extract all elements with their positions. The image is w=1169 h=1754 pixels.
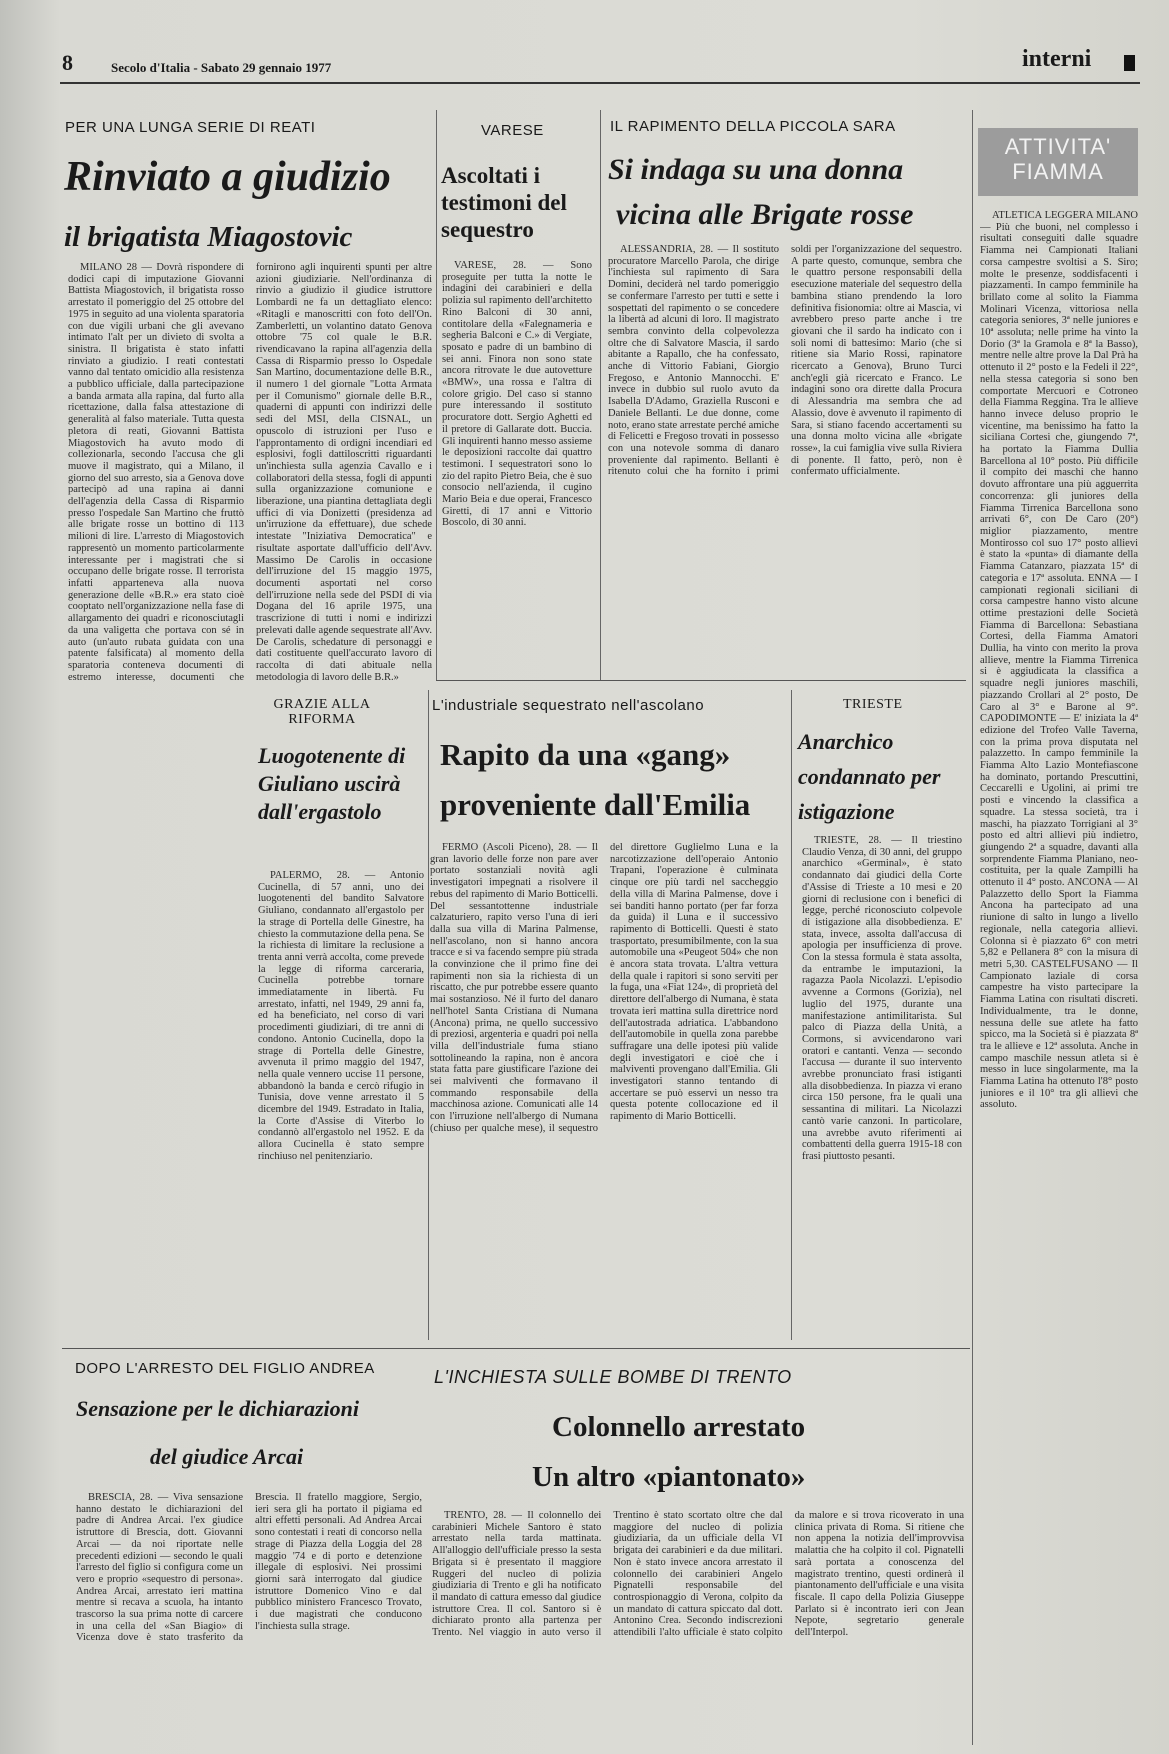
sara-kicker: IL RAPIMENTO DELLA PICCOLA SARA [610, 118, 896, 135]
rapito-kicker: L'industriale sequestrato nell'ascolano [432, 697, 705, 714]
row-rule [436, 680, 966, 681]
trento-body [432, 1510, 964, 1742]
trieste-kicker: TRIESTE [843, 697, 903, 712]
column-divider [428, 690, 429, 1340]
varese-title: Ascoltati i testimoni del sequestro [441, 163, 567, 242]
row-rule [62, 1348, 970, 1349]
trento-kicker: L'INCHIESTA SULLE BOMBE DI TRENTO [434, 1367, 792, 1387]
brigatista-title-line2: il brigatista Miagostovic [64, 221, 353, 253]
rapito-body [430, 842, 778, 1340]
rapito-title-line1: Rapito da una «gang» [440, 737, 731, 772]
varese-text: VARESE, 28. — Sono proseguite per tutta la notte le indagini dei carabinieri e della polizia sul rapimento dell'architetto Rino Balconi di 30 anni, contitolare della «Falegnameria e segheria Balconi e C.» di Vergiate, sposato e padre di un bambino di sei anni. Finora non sono state ancora ritrovate le due autovetture «BMW», una rossa e l'altra di colore grigio. Del caso si stanno pure interessando il sostituto procuratore dott. Sergio Aghetti ed il pretore di Gallarate dott. Buccia. Gli inquirenti hanno messo assieme le deposizioni raccolte dai quattro testimoni. I sequestratori sono lo zio del rapito Pietro Beia, che è suo consocio nell'azienda, il cugino Mario Beia e due operai, Francesco Giretti, di 17 anni e Vittorio Boscolo, di 30 anni. [442, 260, 592, 529]
arcai-title-line1: Sensazione per le dichiarazioni [76, 1396, 359, 1421]
trento-text: TRENTO, 28. — Il colonnello dei carabinieri Michele Santoro è stato arrestato nella tarda mattinata. All'alloggio dell'ufficiale presso la sesta Brigata si è presentato il maggiore Ruggeri del nucleo di polizia giudiziaria di Trento e gli ha notificato il mandato di cattura emesso dal giudice istruttore Crea. Il col. Santoro si è dichiarato pronto alla partenza per Trento. Nel viaggio in auto verso il Trentino è stato scortato oltre che dal maggiore del nucleo di polizia giudiziaria, da un ufficiale della VI brigata dei carabinieri e da due militari. Non è stato invece ancora arrestato il colonnello dei carabinieri Angelo Pignatelli responsabile del controspionaggio di Verona, colpito da un mandato di cattura spiccato dal dott. Antonino Crea. Secondo indiscrezioni attendibili l'alto ufficiale è stato colpito da malore e si trova ricoverato in una clinica privata di Roma. Si ritiene che non appena la notizia dell'improvvisa malattia che ha colpito il col. Pignatelli sarà portata a conoscenza del magistrato trentino, questi ordinerà il piantonamento dell'ufficiale e una visita fiscale. Il capo della Polizia Giuseppe Parlato si è incontrato ieri con Jean Nepote, segretario generale dell'Interpol. [432, 1510, 964, 1639]
header-rule [60, 82, 1140, 84]
sara-title-line1: Si indaga su una donna [608, 153, 904, 186]
column-divider [791, 690, 792, 1340]
page-number: 8 [62, 50, 73, 75]
trieste-title: Anarchico condannato per istigazione [798, 729, 941, 824]
column-divider [600, 110, 601, 680]
arcai-text: BRESCIA, 28. — Viva sensazione hanno destato le dichiarazioni del padre di Andrea Arcai. l'ex giudice istruttore di Brescia, dott. Giovanni Arcai — da noi riportate nelle precedenti edizioni — secondo le quali l'arresto del figlio si configura come un vero e proprio «sequestro di persona». Andrea Arcai, arrestato ieri mattina mentre si recava a scuola, ha intanto trascorso la sua prima notte di carcere in una cella del «San Biagio» di Vicenza dove è stato trasferito da Brescia. Il fratello maggiore, Sergio, ieri sera gli ha portato il pigiama ed altri effetti personali. Ad Andrea Arcai sono contestati i reati di concorso nella strage di Piazza della Loggia del 28 maggio '74 e di porto e detenzione illegale di esplosivi. Nei prossimi giorni sarà interrogato dal giudice istruttore Domenico Vino e dal pubblico ministero Francesco Trovato, i due magistrati che conducono l'inchiesta sulla strage. [76, 1492, 422, 1644]
trieste-text: TRIESTE, 28. — Il triestino Claudio Venza, di 30 anni, del gruppo anarchico «Germinal», è stato condannato dai giudici della Corte d'Assise di Trieste a 10 mesi e 20 giorni di reclusione con i benefici di legge, perché riconosciuto colpevole di istigazione alla disobbedienza. E' stata, invece, assolta dall'accusa di apologia per insufficienza di prove. Con la stessa formula è stata assolta, da entrambe le imputazioni, la ragazza Paola Nicolazzi. L'episodio avvenne a Cormons (Gorizia), nel luglio del 1975, durante una manifestazione antimilitarista. Sul palco di Piazza della Unità, a Cormons, si avvicendarono vari oratori e cantanti. Venza — secondo l'accusa — durante il suo intervento avrebbe pronunciato frasi istiganti alla disobbedienza. In piazza vi erano circa 150 persone, fra le quali una sessantina di militari. La Nicolazzi cantò varie canzoni. In particolare, una avrebbe avuto riferimenti ai combattenti della guerra 1915-18 con frasi piuttosto pesanti. [802, 835, 962, 1162]
section-label: interni [1022, 46, 1092, 72]
sara-text: ALESSANDRIA, 28. — Il sostituto procuratore Marcello Parola, che dirige l'inchiesta sul rapimento di Sara Domini, deciderà nel tardo pomeriggio se confermare l'arresto per tutti e sette i sospettati del rapimento o se concedere la libertà ad alcuni di loro. Il magistrato sembra convinto della colpevolezza oltre che di Salvatore Mascia, il sardo abitante a Rapallo, che ha confessato, anche di Vittorio Fabiani, Giorgio Fregoso, e Antonio Mannocchi. E' invece in dubbio sul ruolo avuto da Isabella D'Adamo, Graziella Rusconi e Daniele Bellanti. Le due donne, come noto, erano state arrestate perché amiche di Felicetti e Fregoso trovati in possesso con una notevole somma di danaro proveniente dal rapimento. Bellanti è ritenuto colui che ha fornito i primi soldi per l'organizzazione del sequestro. A parte questo, comunque, sembra che le quattro persone responsabili della esecuzione materiale del sequestro della bambina stiano prendendo la loro definitiva fisionomia: oltre ai Mascia, vi avrebbero preso parte anche i tre giovani che il sardo ha indicato con i soli nomi di battesimo: Mario (che si ritiene sia Mario Rossi, rapinatore ricercato a Genova), Bruno Turci anch'egli già ricercato e Franco. Le indagini sono ora dirette dalla Procura di Alessandria ma sembra che ad Alassio, dove è avvenuto il rapimento di Sara, si stiano facendo accertamenti su una donna molto vicina alle «brigate rosse», la cui famiglia vive sulla Riviera di ponente. Il fatto, però, non è confermato ufficialmente. [608, 244, 962, 478]
box-line1: ATTIVITA' [1004, 134, 1112, 159]
fiamma-text: ATLETICA LEGGERA MILANO — Più che buoni, nel complesso i risultati conseguiti dalle squadre Fiamma nei Campionati Italiani corsa campestre svoltisi a S. Siro; molte le presenze, soddisfacenti i piazzamenti. In campo femminile ha brillato come al solito la Fiamma Molinari Vicenza, vittoriosa nella categoria seniores, 3ª nelle juniores e 10ª assoluta; nelle prime ha vinto la Dorio (3ª la Gramola e 8ª la Basso), mentre nelle altre prove la Dal Prà ha ottenuto il 2° posto e la Fedeli il 22°, nella stessa categoria si sono ben comportate Mercuori e Cotroneo della Fiamma Reggina. Tra le allieve hanno invece deluso proprio le vicentine, ma benissimo ha fatto la siciliana Cortesi che, giungendo 7ª, ha portato la Fiamma Dullia Barcellona al 10° posto. Più difficile il compito dei maschi che hanno dovuto affrontare una più agguerrita concorrenza: gli juniores della Fiamma Tirrenica Barcellona sono arrivati 6°, con De Caro (20°) miglior piazzamento, mentre Montirosso col suo 17° posto allievi è stato la «punta» di diamante della Fiamma Catanzaro, piazzata 15ª di categoria e 17ª assoluta. ENNA — I campionati regionali siciliani di corsa campestre hanno visto alcune ottime prestazioni delle Società Fiamma di Barcellona: Sebastiana Cortesi, della Fiamma Amatori Dullia, ha vinto con merito la prova allieve, mentre la Fiamma Tirrenica si è aggiudicata la classifica a squadre negli juniores maschili, piazzando Crollari al 2° posto, De Caro al 3° e Barone al 9°. CAPODIMONTE — E' iniziata la 4ª edizione del Trofeo Valle Taverna, con la prima prova disputata nel palazzetto. In campo femminile la Fiamma Alto Lazio Montefiascone ha dominato, portando Prescuttini, Ceccarelli e Ugolini, ai primi tre posti e vincendo la classifica a squadre. La stessa società, tra i maschi, ha piazzato Torrigiani al 3° posto ed altri allievi più indietro, giungendo 2ª a squadre, davanti alla sorprendente Fiamma Planiano, neo-costituita, per la quale Zampilli ha ottenuto il 4° posto. ANCONA — Al Palazzetto dello Sport la Fiamma Ancona ha partecipato ad una riunione di salto in lungo a livello regionale, nella categoria allievi. Colonna si è piazzato 6° con metri 5,82 e Pellanera 8° con la misura di metri 5,30. CASTELFUSANO — Il Campionato laziale di corsa campestre ha visto partecipare la Fiamma Latina con risultati discreti. Individualmente, tra le donne, nessuna delle sue atlete ha fatto spicco, ma la Società si è piazzata 8ª tra le allieve e 12ª assoluta. Anche in campo maschile nessun atleta si è messo in luce singolarmente, ma la Fiamma Latina ha ottenuto l'8° posto juniores e il 10° tra gli allievi che assoluto. [980, 210, 1138, 1111]
sara-body [608, 244, 962, 662]
column-divider [972, 110, 973, 1745]
trento-title-line1: Colonnello arrestato [552, 1411, 806, 1443]
arcai-kicker: DOPO L'ARRESTO DEL FIGLIO ANDREA [75, 1360, 375, 1377]
trento-title-line2: Un altro «piantonato» [532, 1461, 806, 1493]
box-line2: FIAMMA [1012, 159, 1104, 184]
giuliano-body [258, 870, 424, 1340]
giuliano-text: PALERMO, 28. — Antonio Cucinella, di 57 anni, uno dei luogotenenti del bandito Salvatore Giuliano, condannato all'ergastolo per la strage di Portella delle Ginestre, ha chiesto la commutazione della pena. Se la richiesta di limitare la reclusione a trenta anni verrà accolta, come prevede la legge di riforma carceraria, Cucinella potrebbe tornare immediatamente in libertà. Fu arrestato, infatti, nel 1949, 29 anni fa, ed ha beneficiato, nel corso di vari procedimenti giudiziari, di tre anni di condono. Antonio Cucinella, dopo la strage di Portella delle Ginestre, avvenuta il primo maggio del 1947, nella quale vennero uccise 11 persone, abbandonò la banda e cercò rifugio in Tunisia, dove venne arrestato il 5 dicembre del 1949. Estradato in Italia, la Corte d'Assise di Viterbo lo condannò all'ergastolo nel 1952. E da allora Cucinella è stato sempre rinchiuso nel penitenziario. [258, 870, 424, 1162]
brigatista-title-line1: Rinviato a giudizio [64, 154, 391, 200]
masthead-date: Secolo d'Italia - Sabato 29 gennaio 1977 [111, 60, 332, 75]
brigatista-kicker: PER UNA LUNGA SERIE DI REATI [65, 119, 316, 136]
sara-title-line2: vicina alle Brigate rosse [616, 198, 914, 231]
section-marker [1124, 55, 1135, 71]
arcai-body [76, 1492, 422, 1742]
giuliano-kicker: GRAZIE ALLA RIFORMA [273, 697, 371, 727]
fiamma-body [980, 210, 1138, 1740]
brigatista-text: MILANO 28 — Dovrà rispondere di dodici capi di imputazione Giovanni Battista Miagostovich, il brigatista rosso arrestato il pomeriggio del 25 ottobre del 1975 in seguito ad una violenta sparatoria con due vigili urbani che gli avevano intimato l'alt per un divieto di svolta a sinistra. Il brigatista è stato infatti rinviato a giudizio. I reati contestati vanno dal tentato omicidio alla resistenza a pubblico ufficiale, dalla partecipazione a banda armata alla rapina, dal furto alla ricettazione, dalla falsa attestazione di generalità al falso materiale. Tutta questa pletora di reati, Giovanni Battista Miagostovich ha avuto modo di collezionarla, secondo l'accusa che gli muove il magistrato, qui a Milano, il giorno del suo arresto, sia a Genova dove partecipò ad una rapina ai danni dell'agenzia della Cassa di Risparmio presso l'ospedale San Martino che fruttò alle brigate rosse un bottino di 113 milioni di lire. L'arresto di Miagostovich rappresentò un momento particolarmente interessante per i magistrati che si occupano delle brigate rosse. Il terrorista infatti apparteneva alla nuova generazione delle «B.R.» era stato cioè cooptato nell'organizzazione nella fase di allargamento dei quadri e riconosciutagli da una valigetta che portava con sé in auto (un'auto rubata guidata con una patente falsificata) al momento della sparatoria conteneva documenti di estremo interesse, documenti che fornirono agli inquirenti spunti per altre azioni giudiziarie. Nell'ordinanza di rinvio a giudizio il giudice istruttore Lombardi ne fa un dettagliato elenco: «Ritagli e manoscritti con foto dell'On. Zamberletti, un volantino datato Genova ottobre '75 col quale le B.R. rivendicavano la rapina all'agenzia della Cassa di Risparmio presso lo Ospedale San Martino, documentazione delle B.R., il numero 1 del giornale "Lotta Armata per il Comunismo" giornale delle B.R., quaderni di appunti con indirizzi delle sedi del MSI, della CISNAL, un opuscolo di istruzioni per l'uso e l'approntamento di ordigni incendiari ed esplosivi, fogli dattiloscritti riguardanti un'inchiesta sulla agenzia Cavallo e i collaboratori della stessa, fogli di appunti sulla organizzazione comunione e liberazione, una piantina dettagliata degli uffici di via Donizetti (presidenza ad un'irruzione da effettuare), due schede intestate "Iniziativa Democratica" e risultate asportate dall'ufficio dell'Avv. Massimo De Carolis in occasione dell'irruzione del 15 maggio 1975, documenti asportati nel corso dell'irruzione nella sede del PSDI di via Dogana del 16 aprile 1975, una trascrizione di tutti i nomi e indirizzi prelevati dalle agende sequestrate all'Avv. De Carolis, schedature di personaggi e dati costituente quell'accurato lavoro di raccolta di dati abituale nella metodologia di lavoro delle B.R.» [68, 262, 432, 683]
arcai-title-line2: del giudice Arcai [150, 1444, 304, 1469]
giuliano-title: Luogotenente di Giuliano uscirà dall'ergastolo [258, 743, 406, 824]
rapito-title-line2: proveniente dall'Emilia [440, 787, 751, 822]
varese-body [442, 260, 592, 662]
column-divider [436, 110, 437, 680]
varese-kicker: VARESE [481, 122, 544, 139]
rapito-text: FERMO (Ascoli Piceno), 28. — Il gran lavorio delle forze non pare aver portato sostanziali novità agli investigatori impegnati a risolvere il rebus del rapimento di Mario Botticelli. Del sessantottenne industriale calzaturiero, rapito verso l'una di ieri dalla sua villa di Marina Palmense, nell'ascolano, non si hanno ancora tracce e si va facendo sempre più strada la convinzione che il primo fine dei rapimenti non sia la richiesta di un riscatto, che pur potrebbe essere quanto mai sostanzioso. Né il furto del danaro nell'hotel Santa Cristiana di Numana (Ancona) prima, ne quello successivo di preziosi, argenteria e quadri poi nella villa dell'industriale fuma stiano sottolineando la rapina, non è ancora stata fatta pare giustificare l'azione dei sei malviventi che formavano il commando responsabile della macchinosa azione. Comunicati alle 14 con l'irruzione nell'albergo di Numana (chiuso per qualche mese), il sequestro del direttore Guglielmo Luna e la narcotizzazione dell'operaio Antonio Trapani, l'operazione è culminata cinque ore più tardi nel saccheggio della villa di Marina Palmense, dove i sei banditi hanno portato (per far forza da guida) il Luna e il successivo rapimento di Botticelli. Questi è stato trasportato, presumibilmente, con la sua automobile una «Peugeot 504» che non è ancora stata trovata. L'altra vettura della quale i rapitori si sono serviti per la fuga, una «Fiat 124», di proprietà del direttore dell'albergo di Numana, è stata trovata ieri mattina sulla direttrice nord dell'autostrada adriatica. L'abbandono dell'automobile in quella zona parebbe suffragare una delle ipotesi più valide degli investigatori e cioè che i malviventi provengano dall'Emilia. Gli investigatori stanno tentando di accertare se può esservi un nesso tra questa potente collocazione ed il rapimento di Mario Botticelli. [430, 842, 778, 1134]
trieste-body [802, 835, 962, 1340]
attivita-fiamma-box [978, 128, 1138, 196]
